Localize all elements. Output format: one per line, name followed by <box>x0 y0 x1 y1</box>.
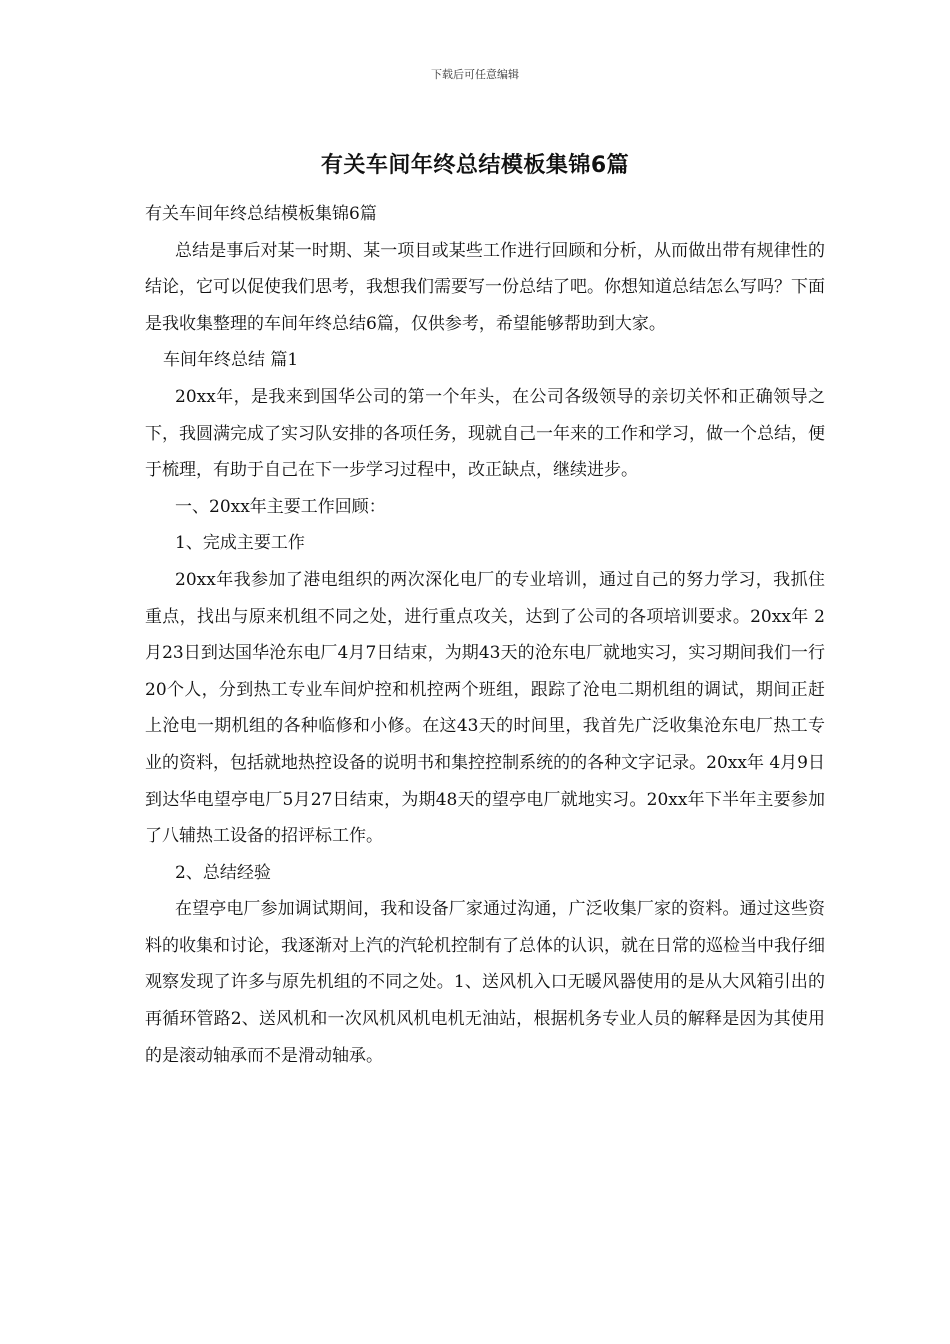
header-note: 下载后可任意编辑 <box>431 68 519 81</box>
body-paragraph: 20xx年我参加了港电组织的两次深化电厂的专业培训，通过自己的努力学习，我抓住重点，找出与原来机组不同之处，进行重点攻关，达到了公司的各项培训要求。20xx年 2月23日到达国华沧东电厂4月7日结束，为期43天的沧东电厂就地实习，实习期间我们一行20个人，分到热工专业车间炉控和机控两个班组，跟踪了沧电二期机组的调试，期间正赶上沧电一期机组的各种临修和小修。在这43天的时间里，我首先广泛收集沧东电厂热工专业的资料，包括就地热控设备的说明书和集控控制系统的的各种文字记录。20xx年 4月9日到达华电望亭电厂5月27日结束，为期48天的望亭电厂就地实习。20xx年下半年主要参加了八辅热工设备的招评标工作。 <box>145 569 825 847</box>
subsection-heading: 2、总结经验 <box>175 862 271 883</box>
section-heading-1: 车间年终总结 篇1 <box>163 350 299 371</box>
intro-paragraph: 总结是事后对某一时期、某一项目或某些工作进行回顾和分析，从而做出带有规律性的结论，它可以促使我们思考，我想我们需要写一份总结了吧。你想知道总结怎么写吗？下面是我收集整理的车间年终总结6篇，仅供参考，希望能够帮助到大家。 <box>145 240 825 334</box>
document-body <box>145 196 825 1074</box>
subsection-heading: 一、20xx年主要工作回顾： <box>175 496 386 517</box>
body-paragraph: 在望亭电厂参加调试期间，我和设备厂家通过沟通，广泛收集厂家的资料。通过这些资料的收集和讨论，我逐渐对上汽的汽轮机控制有了总体的认识，就在日常的巡检当中我仔细观察发现了许多与原先机组的不同之处。1、送风机入口无暖风器使用的是从大风箱引出的再循环管路2、送风机和一次风机风机电机无油站，根据机务专业人员的解释是因为其使用的是滚动轴承而不是滑动轴承。 <box>145 899 825 1066</box>
subtitle-paragraph: 有关车间年终总结模板集锦6篇 <box>145 204 377 224</box>
body-paragraph: 20xx年，是我来到国华公司的第一个年头，在公司各级领导的亲切关怀和正确领导之下，我圆满完成了实习队安排的各项任务，现就自己一年来的工作和学习，做一个总结，便于梳理，有助于自己在下一步学习过程中，改正缺点，继续进步。 <box>145 386 825 481</box>
subsection-heading: 1、完成主要工作 <box>175 533 305 554</box>
document-title: 有关车间年终总结模板集锦6篇 <box>320 153 630 178</box>
